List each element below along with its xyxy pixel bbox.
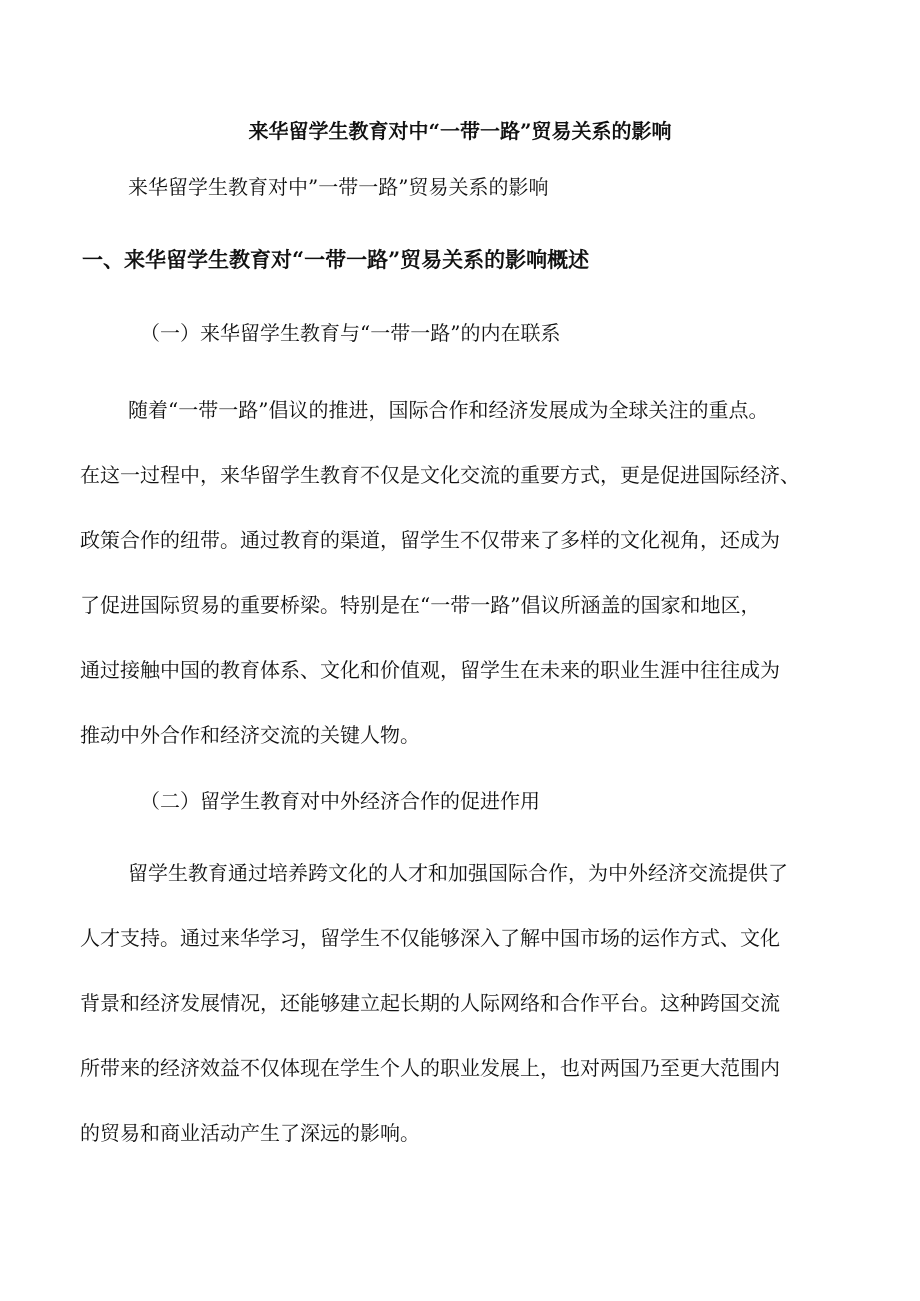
subsection-heading-1: （一）来华留学生教育与“一带一路”的内在联系 [140, 321, 561, 345]
document-subtitle: 来华留学生教育对中”一带一路”贸易关系的影响 [128, 175, 549, 199]
paragraph-line: 政策合作的纽带。通过教育的渠道，留学生不仅带来了多样的文化视角，还成为 [80, 528, 780, 552]
paragraph-line: 留学生教育通过培养跨文化的人才和加强国际合作，为中外经济交流提供了 [128, 861, 788, 885]
paragraph-line: 在这一过程中，来华留学生教育不仅是文化交流的重要方式，更是促进国际经济、 [80, 463, 800, 487]
paragraph-line: 随着“一带一路”倡议的推进，国际合作和经济发展成为全球关注的重点。 [128, 398, 769, 422]
paragraph-line: 通过接触中国的教育体系、文化和价值观，留学生在未来的职业生涯中往往成为 [80, 658, 780, 682]
paragraph-line: 推动中外合作和经济交流的关键人物。 [80, 723, 420, 747]
subsection-heading-2: （二）留学生教育对中外经济合作的促进作用 [140, 789, 540, 813]
paragraph-line: 背景和经济发展情况，还能够建立起长期的人际网络和合作平台。这种跨国交流 [80, 991, 780, 1015]
paragraph-2 [80, 841, 850, 1166]
paragraph-line: 了促进国际贸易的重要桥梁。特别是在“一带一路”倡议所涵盖的国家和地区， [80, 593, 761, 617]
section-heading-1: 一、来华留学生教育对“一带一路”贸易关系的影响概述 [82, 247, 590, 272]
paragraph-1 [80, 378, 850, 768]
paragraph-line: 的贸易和商业活动产生了深远的影响。 [80, 1121, 420, 1145]
paragraph-line: 人才支持。通过来华学习，留学生不仅能够深入了解中国市场的运作方式、文化 [80, 926, 780, 950]
paragraph-line: 所带来的经济效益不仅体现在学生个人的职业发展上，也对两国乃至更大范围内 [80, 1056, 780, 1080]
document-title: 来华留学生教育对中“一带一路”贸易关系的影响 [248, 119, 672, 143]
